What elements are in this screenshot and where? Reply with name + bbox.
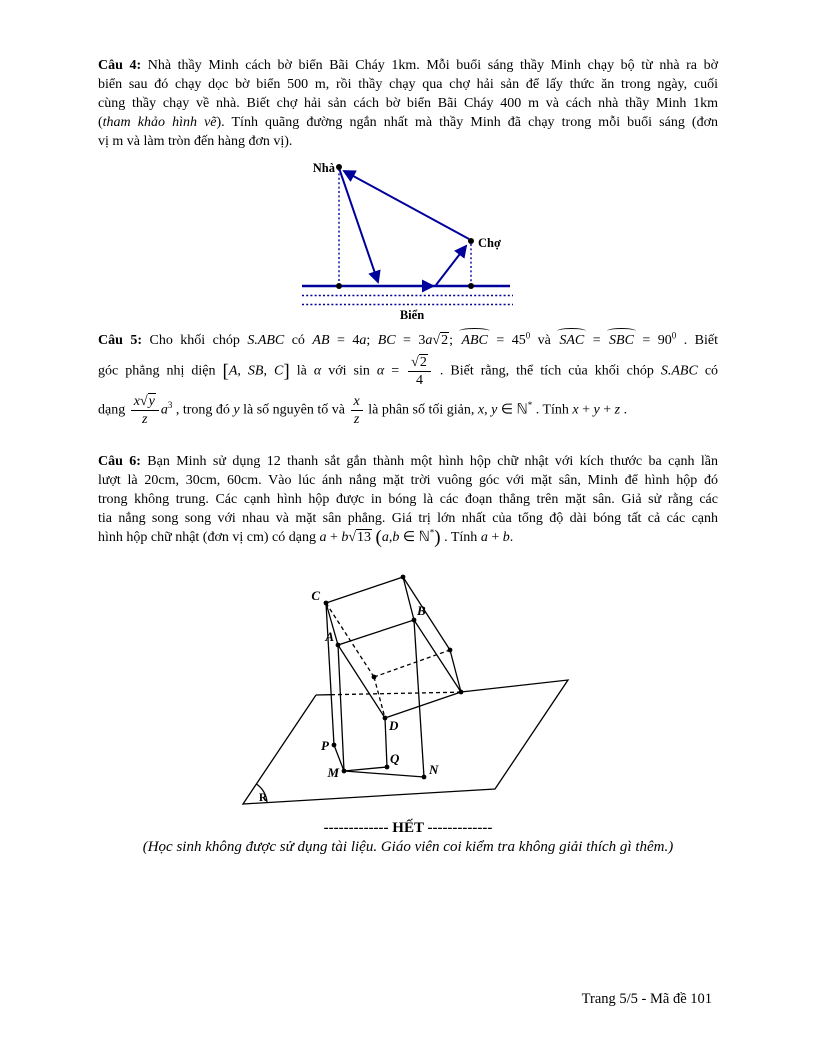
box-shadow-diagram — [240, 571, 580, 819]
ray-C-to-P — [326, 603, 334, 745]
vertex-label-A: A — [325, 629, 334, 644]
plane-label-R: R — [258, 792, 268, 804]
plane-top-edge-hidden — [331, 692, 459, 695]
q4-line-1: Câu 4: Nhà thầy Minh cách bờ biển Bãi Cháy 1km. Mỗi buổi sáng thầy Minh chạy bộ từ nhà ra bờ — [98, 58, 718, 73]
vertex-label-M: M — [327, 765, 339, 780]
page-footer: Trang 5/5 - Mã đề 101 — [581, 991, 712, 1007]
market-label: Chợ — [478, 236, 501, 250]
q6-line-2: lượt là 20cm, 30cm, 60cm. Vào lúc ánh nắng mặt trời vuông góc với mặt sân, Minh để hình hộp đó — [98, 473, 718, 488]
vertex-label-C: C — [311, 588, 320, 603]
vertex-label-D: D — [389, 718, 399, 733]
q5-line-1: Câu 5: Cho khối chóp S.ABC có AB = 4a; BC = 3a√2; ABC = $45^0$ và SAC = SBC = $90^0$ . Biết — [98, 330, 718, 348]
route-arrow-market-to-house — [344, 171, 469, 239]
box-edge-AD — [338, 645, 385, 718]
plane-outline — [243, 680, 568, 804]
end-note: (Học sinh không được sử dụng tài liệu. Giáo viên coi kiểm tra không giải thích gì thêm.) — [142, 839, 674, 855]
house-point — [336, 164, 342, 170]
vertex-label-N: N — [429, 762, 439, 777]
shadow-edge-MQ — [344, 767, 387, 771]
ray-A-to-M — [338, 645, 344, 771]
box-top-face — [326, 577, 414, 645]
q4-line-4: (tham khảo hình vẽ). Tính quãng đường ngắn nhất mà thầy Minh đã chạy trong mỗi buổi sáng (đơn — [98, 115, 718, 130]
market-point — [468, 238, 474, 244]
vertex-dots — [324, 575, 464, 780]
market-foot-point — [468, 283, 474, 289]
q4-line-3: cùng thầy chạy về nhà. Biết chợ hải sản cách bờ biển Bãi Cháy 400 m và cách nhà thầy Minh 1km — [98, 96, 718, 111]
q4-line-5: vị m và làm tròn đến hàng đơn vị). — [98, 134, 293, 149]
ray-B-to-N — [414, 620, 424, 777]
q5-line-3: dạng $\frac{x√y}{z}$ $a^3$ , trong đó y là số nguyên tố và $\frac{x}{z}$ là phân số tối giản, x, y ∈ ℕ* . Tính x + y + z . — [98, 394, 628, 427]
house-label: Nhà — [312, 161, 335, 175]
question-4 — [98, 56, 718, 151]
route-arrow-shore-to-market — [436, 246, 466, 285]
house-foot-point — [336, 283, 342, 289]
box-edge-FD — [385, 692, 461, 718]
box-edge-HE-hidden — [374, 650, 450, 677]
box-edge-HD-hidden — [374, 677, 385, 718]
box-edge-EF — [450, 650, 461, 692]
vertex-label-Q: Q — [390, 751, 400, 766]
vertex-label-B: B — [417, 603, 426, 618]
q6-line-5: hình hộp chữ nhật (đơn vị cm) có dạng a + b√13 (a,b ∈ ℕ*) . Tính a + b. — [98, 527, 514, 548]
ray-D-to-Q — [385, 718, 387, 767]
q6-line-3: trong không trung. Các cạnh hình hộp được in bóng là các đoạn thẳng trên mặt sân. Giả sử rằng các — [98, 492, 718, 507]
end-marker: ------------- HẾT ------------- — [323, 820, 493, 836]
q5-line-2: góc phẳng nhị diện [A, SB, C] là α với sin α = $\frac{√2}{4}$ . Biết rằng, thể tích của khối chóp S.ABC có — [98, 355, 719, 388]
q6-line-1: Câu 6: Bạn Minh sử dụng 12 thanh sắt gắn thành một hình hộp chữ nhật với kích thước ba cạnh lần — [98, 454, 718, 469]
question-6 — [98, 452, 718, 547]
route-diagram — [295, 157, 525, 329]
shadow-edge-MN — [344, 771, 424, 777]
vertex-label-P: P — [321, 738, 329, 753]
sea-label: Biển — [399, 308, 425, 322]
q6-line-4: tia nắng song song với nhau và mặt sân phẳng. Giá trị lớn nhất của tổng độ dài bóng tất cả các cạnh — [98, 511, 718, 526]
question-5 — [98, 331, 718, 428]
route-arrow-house-to-shore — [339, 168, 378, 282]
q4-line-2: biển sau đó chạy dọc bờ biển 500 m, rồi thầy chạy qua chợ hải sản để lấy thức ăn trong ngày, cuối — [98, 77, 718, 92]
